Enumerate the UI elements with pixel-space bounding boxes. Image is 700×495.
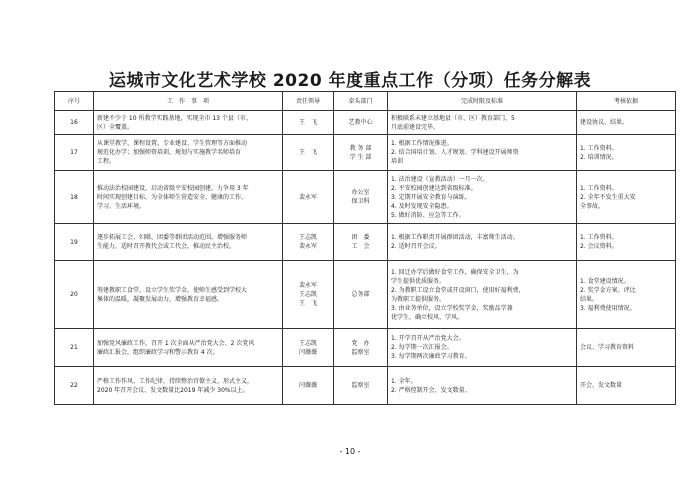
cell-line: 2. 会议资料。 [580, 243, 618, 250]
cell-line: 生能力，适时召开教代会或工代会，推动民主治校。 [97, 243, 236, 250]
cell-line: 王志凯 [298, 339, 317, 347]
standard-cell [388, 329, 577, 367]
lead-cell [283, 171, 334, 224]
cell-line: 王志凯 [298, 234, 317, 241]
lead-cell [283, 367, 334, 405]
cell-line: 2. 全年不发生重大安 [580, 193, 636, 201]
row-number-cell: 19 [55, 224, 94, 261]
task-cell [94, 111, 283, 135]
cell-line: 为教职工提供服务。 [391, 295, 446, 303]
header-task: 工 作 事 项 [94, 92, 283, 111]
cell-line: 规范化办学；加强师资培训，规划与实施教学名师培育 [97, 149, 242, 156]
cell-line: 裴永军 [298, 243, 317, 250]
cell-line: 裴永军 [298, 193, 317, 201]
cell-line: 王 飞 [298, 149, 317, 156]
cell-line: 监察室 [351, 382, 370, 389]
cell-line: 总务部 [351, 291, 370, 298]
cell-line: 1. 根据工作职责开展群团活动，丰富师生活动。 [391, 234, 519, 241]
cell-line: 1. 食堂建设情况。 [580, 277, 630, 285]
row-number-cell: 20 [55, 261, 94, 329]
basis-cell [577, 111, 676, 135]
cell-line: 1. 工作资料。 [580, 144, 618, 152]
basis-cell [577, 135, 676, 171]
cell-line: 3. 由业务单位，设立学校奖学金，奖励品学兼 [391, 304, 513, 312]
table-row [55, 111, 676, 135]
cell-line: 全事故。 [580, 202, 605, 210]
cell-line: 2. 培训情况。 [580, 153, 618, 161]
basis-cell [577, 329, 676, 367]
task-cell [94, 367, 283, 405]
standard-cell [388, 367, 577, 405]
cell-line: 4. 及时发现安全隐患。 [391, 202, 453, 210]
task-cell [94, 224, 283, 261]
row-number-cell: 21 [55, 329, 94, 367]
cell-line: 党 办 [351, 339, 370, 347]
table-row [55, 224, 676, 261]
table-row [55, 171, 676, 224]
cell-line: 3. 福利费使用情况。 [580, 304, 636, 312]
cell-line: 1. 根据工作情况推进。 [391, 140, 453, 147]
cell-line: 2. 每学期一次汇报会。 [391, 344, 453, 351]
cell-line: 筹建教职工食堂、设立学生奖学金，使师生感受到学校大 [97, 286, 248, 294]
cell-line: 1. 法治建设（宣教活动）一月一次。 [391, 175, 489, 183]
cell-line: 从课堂教学、课程设置、专业建设、学生管理等方面推动 [97, 140, 248, 147]
page-title: 运城市文化艺术学校 2020 年度重点工作（分项）任务分解表 [108, 71, 592, 91]
cell-line: 1. 工作资料。 [580, 234, 618, 241]
standard-cell [388, 261, 577, 329]
table-row [55, 329, 676, 367]
cell-line: 王 飞 [298, 300, 317, 307]
cell-line: 建设协议、结果。 [580, 119, 629, 126]
cell-line: 1. 开学召开从严治党大会。 [391, 335, 465, 342]
dept-cell [334, 111, 388, 135]
lead-cell [283, 111, 334, 135]
basis-cell [577, 171, 676, 224]
cell-line: 3. 定期开展安全教育与演练。 [391, 193, 471, 201]
cell-line: 2. 为教职工设立食堂或开设窗口，使用好福利费， [391, 286, 525, 294]
header-lead: 责任领导 [283, 92, 334, 111]
cell-line: 区）全覆盖。 [97, 123, 134, 131]
lead-cell [283, 329, 334, 367]
cell-line: 开会、发文数量 [580, 382, 623, 389]
cell-line: 裴永军 [298, 282, 317, 289]
cell-line: 3. 每学期两次廉政学习教育。 [391, 353, 471, 360]
cell-line: 王 飞 [298, 119, 317, 126]
header-row [55, 92, 676, 111]
cell-line: 严格工作作风、工作纪律，持续整治官僚主义、形式主义， [97, 377, 254, 385]
basis-cell [577, 367, 676, 405]
task-table [54, 91, 676, 405]
cell-line: 办公室 [351, 189, 370, 196]
cell-line: 5. 做好消防、应急等工作。 [391, 211, 465, 219]
dept-cell [334, 329, 388, 367]
task-table-body [55, 111, 676, 405]
cell-line: 学生提供优质服务。 [391, 277, 446, 285]
cell-line: 逐步拓展工会、妇联、团委等群团活动范围，增强服务师 [97, 234, 248, 241]
cell-line: 1. 全年。 [391, 377, 417, 385]
cell-line: 2. 奖学金方案、评比 [580, 286, 636, 294]
basis-cell [577, 224, 676, 261]
cell-line: 推动法治校园建设，启动省级平安校园创建，力争用 3 年 [97, 184, 249, 192]
cell-line: 加强党风廉政工作，召开 1 次全面从严治党大会、2 次党风 [97, 339, 255, 347]
cell-line: 学 生 部 [349, 153, 372, 161]
cell-line: 2. 适时召开会议。 [391, 243, 441, 250]
cell-line: 监察室 [351, 348, 370, 356]
cell-line: 月底前建设完毕。 [391, 123, 440, 131]
cell-line: 2. 结合国培计划、人才规划、学科建设开展师资 [391, 149, 519, 156]
cell-line: 闫薇薇 [298, 382, 317, 389]
lead-cell [283, 261, 334, 329]
cell-line: 培训 [391, 158, 404, 165]
cell-line: 会议、学习教育资料 [580, 344, 635, 351]
row-number-cell: 22 [55, 367, 94, 405]
cell-line: 积极联系未建立基地县（市、区）教育部门，5 [391, 114, 515, 122]
task-cell [94, 135, 283, 171]
dept-cell [334, 224, 388, 261]
dept-cell [334, 171, 388, 224]
cell-line: 工 会 [351, 243, 370, 250]
row-number-cell: 17 [55, 135, 94, 171]
cell-line: 1. 工作资料。 [580, 184, 618, 192]
dept-cell [334, 135, 388, 171]
cell-line: 2020 年召开会议、发文数量比2019 年减少 30%以上。 [97, 386, 249, 394]
cell-line: 团 委 [351, 234, 370, 241]
row-number-cell: 18 [55, 171, 94, 224]
task-cell [94, 171, 283, 224]
cell-line: 时间实现创建目标，为全体师生营造安全、健康的工作、 [97, 193, 248, 201]
cell-line: 王志凯 [298, 291, 317, 298]
cell-line: 教 务 部 [349, 144, 372, 152]
table-row [55, 367, 676, 405]
page-number: - 10 - [339, 447, 361, 456]
standard-cell [388, 224, 577, 261]
cell-line: 2. 严格控制开会、发文数量。 [391, 386, 471, 394]
task-cell [94, 329, 283, 367]
row-number-cell: 16 [55, 111, 94, 135]
header-no: 序号 [55, 92, 94, 111]
cell-line: 新建不少于 10 所教学实践基地，实现全市 13 个县（市、 [97, 114, 252, 122]
cell-line: 1. 回迁办学后做好食堂工作，确保安全卫生，为 [391, 268, 519, 276]
dept-cell [334, 367, 388, 405]
dept-cell [334, 261, 388, 329]
cell-line: 2. 平安校园创建达到省级标准。 [391, 184, 477, 192]
standard-cell [388, 111, 577, 135]
lead-cell [283, 224, 334, 261]
header-standard: 完成时限及标准 [388, 92, 577, 111]
header-dept: 牵头部门 [334, 92, 388, 111]
task-cell [94, 261, 283, 329]
cell-line: 学习、生活环境。 [97, 202, 146, 210]
cell-line: 集体的温暖，凝聚发展动力，增强教育幸福感。 [97, 295, 224, 303]
cell-line: 保卫科 [351, 198, 370, 205]
cell-line: 廉政汇报会，组织廉政学习和警示教育 4 次。 [97, 348, 219, 356]
header-basis: 考核依据 [577, 92, 676, 111]
cell-line: 艺教中心 [348, 119, 373, 126]
table-row [55, 135, 676, 171]
basis-cell [577, 261, 676, 329]
cell-line: 优学生，确立校风、学风。 [391, 313, 464, 321]
standard-cell [388, 171, 577, 224]
table-row [55, 261, 676, 329]
lead-cell [283, 135, 334, 171]
cell-line: 结果。 [580, 295, 599, 303]
cell-line: 工程。 [97, 158, 116, 165]
standard-cell [388, 135, 577, 171]
cell-line: 闫薇薇 [298, 348, 317, 356]
